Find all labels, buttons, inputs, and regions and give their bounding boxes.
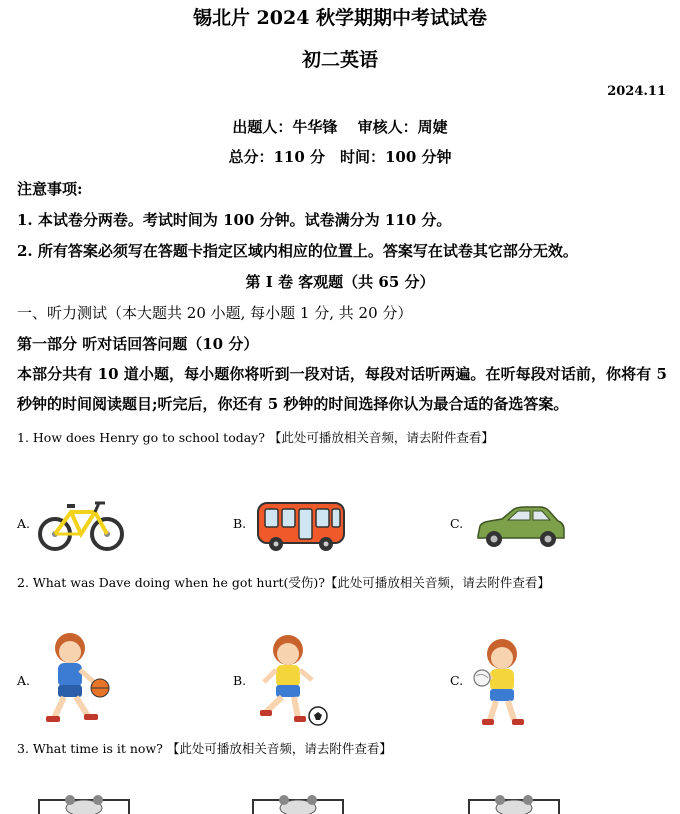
volume-heading: 第 I 卷 客观题（共 65 分） <box>245 273 435 291</box>
question-1: 1. How does Henry go to school today? 【此处可播放相关音频，请去附件查看】 <box>17 430 494 445</box>
exam-subject: 初二英语 <box>301 49 378 71</box>
exam-authors: 出题人：牛华锋 审核人：周婕 <box>232 118 448 136</box>
q2-option-c-label: C. <box>450 673 464 688</box>
listening-heading: 一、听力测试（本大题共 20 小题, 每小题 1 分, 共 20 分） <box>17 304 413 322</box>
q1-option-a-label: A. <box>17 516 31 531</box>
instructions-paragraph: 本部分共有 10 道小题，每小题你将听到一段对话，每段对话听两遍。在听每段对话前，你将有 5 秒钟的时间阅读题目;听完后，你还有 5 秒钟的时间选择你认为最合适的备选答案。 <box>17 365 667 413</box>
notes-item-1: 1. 本试卷分两卷。考试时间为 100 分钟。试卷满分为 110 分。 <box>17 211 452 229</box>
q1-option-c-label: C. <box>450 516 464 531</box>
exam-date: 2024.11 <box>607 84 666 99</box>
boy-soccer-icon <box>258 632 330 726</box>
q2-option-b-label: B. <box>233 673 247 688</box>
bicycle-icon <box>37 498 125 552</box>
clock-icon <box>468 794 560 814</box>
bus-icon <box>256 500 346 552</box>
notes-item-2: 2. 所有答案必须写在答题卡指定区域内相应的位置上。答案写在试卷其它部分无效。 <box>17 242 578 260</box>
car-icon <box>474 506 566 550</box>
q1-option-b-label: B. <box>233 516 247 531</box>
question-3: 3. What time is it now? 【此处可播放相关音频，请去附件查看】 <box>17 741 392 756</box>
part1-heading: 第一部分 听对话回答问题（10 分） <box>17 335 259 353</box>
exam-title: 锡北片 2024 秋学期期中考试试卷 <box>192 7 488 29</box>
question-2: 2. What was Dave doing when he got hurt(受伤)?【此处可播放相关音频，请去附件查看】 <box>17 575 550 590</box>
boy-basketball-icon <box>40 630 112 726</box>
clock-icon <box>38 794 130 814</box>
clock-icon <box>252 794 344 814</box>
notes-heading: 注意事项: <box>17 180 83 198</box>
boy-volleyball-icon <box>472 636 528 726</box>
exam-score-time: 总分：110 分 时间：100 分钟 <box>228 148 452 166</box>
q2-option-a-label: A. <box>17 673 31 688</box>
